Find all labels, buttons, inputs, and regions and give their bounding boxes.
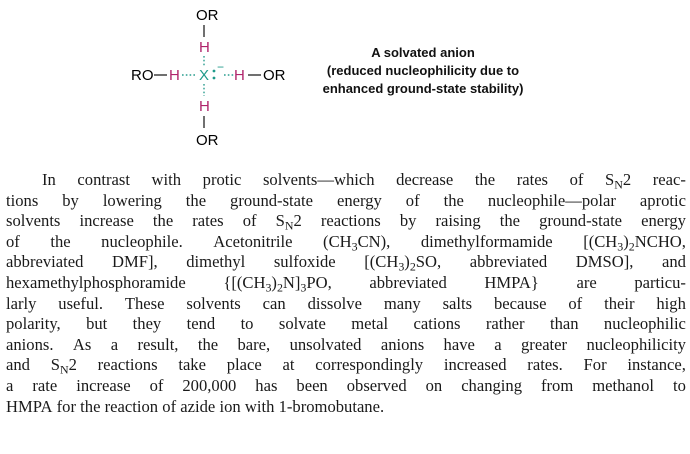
paragraph-word: 200,000 bbox=[182, 375, 237, 395]
paragraph-word: and bbox=[6, 355, 30, 375]
paragraph-word: are bbox=[576, 272, 597, 292]
paragraph-word: with bbox=[151, 170, 182, 189]
paragraph-word: the bbox=[197, 334, 219, 354]
paragraph-word: tions bbox=[6, 190, 39, 210]
right-hydrogen-label: H bbox=[234, 67, 245, 84]
paragraph-line bbox=[6, 376, 686, 397]
paragraph-word: instance, bbox=[627, 355, 686, 375]
paragraph-word: nucleophilic bbox=[603, 314, 686, 334]
paragraph-word: a bbox=[494, 334, 502, 354]
paragraph-word: high bbox=[656, 293, 686, 313]
paragraph-word: by bbox=[62, 190, 79, 210]
paragraph-word: for bbox=[56, 396, 76, 416]
paragraph-word: the bbox=[499, 211, 521, 231]
paragraph-word: rate bbox=[32, 375, 58, 395]
paragraph-word: As bbox=[72, 334, 92, 354]
body-paragraph bbox=[6, 170, 686, 417]
paragraph-word: dimethylformamide bbox=[420, 231, 553, 251]
paragraph-word: from bbox=[541, 375, 574, 395]
paragraph-word: abbreviated bbox=[469, 252, 548, 272]
paragraph-word: changing bbox=[461, 375, 523, 395]
paragraph-word: $S_N2$ bbox=[275, 211, 302, 233]
paragraph-word: HMPA} bbox=[484, 272, 539, 292]
paragraph-word: than bbox=[549, 314, 579, 334]
paragraph-word: Acetonitrile bbox=[213, 231, 293, 251]
paragraph-word: rates bbox=[192, 211, 224, 231]
paragraph-word: useful. bbox=[58, 293, 103, 313]
paragraph-word: solvents bbox=[6, 211, 61, 231]
paragraph-line bbox=[6, 335, 686, 356]
caption-line: (reduced nucleophilicity due to bbox=[326, 63, 520, 78]
paragraph-word: reaction bbox=[104, 396, 159, 416]
paragraph-word: [$(CH_3)_2SO$, bbox=[364, 252, 442, 274]
paragraph-word: to bbox=[672, 375, 686, 395]
paragraph-word: decrease bbox=[396, 170, 454, 189]
paragraph-word: rates bbox=[516, 170, 549, 189]
paragraph-word: $S_N2$ bbox=[50, 355, 77, 377]
paragraph-word: {$[(CH_3)_2N]_3PO$, bbox=[223, 272, 332, 295]
lone-pair-dot bbox=[213, 77, 216, 80]
bottom-hydrogen-label: H bbox=[199, 98, 210, 115]
paragraph-word: anions. bbox=[6, 334, 54, 354]
paragraph-line bbox=[6, 397, 686, 418]
paragraph-line bbox=[6, 252, 686, 273]
paragraph-word: the bbox=[152, 211, 174, 231]
paragraph-word: on bbox=[425, 375, 443, 395]
paragraph-word: increase bbox=[76, 375, 131, 395]
paragraph-line bbox=[6, 232, 686, 253]
paragraph-word: nucleophilicity bbox=[586, 334, 686, 354]
paragraph-word: contrast bbox=[77, 170, 130, 189]
paragraph-line bbox=[6, 191, 686, 212]
paragraph-word: ion bbox=[219, 396, 241, 416]
paragraph-word: at bbox=[282, 355, 295, 375]
paragraph-word: abbreviated bbox=[369, 272, 447, 292]
paragraph-word: dissolve bbox=[307, 293, 362, 313]
paragraph-word: has bbox=[255, 375, 278, 395]
left-ro-label: RO bbox=[131, 67, 154, 84]
paragraph-word: solvents bbox=[186, 293, 241, 313]
left-hydrogen-label: H bbox=[169, 67, 180, 84]
figure-caption bbox=[308, 44, 538, 98]
paragraph-word: because bbox=[493, 293, 547, 313]
paragraph-word: hexamethylphosphoramide bbox=[6, 272, 186, 292]
paragraph-word: by bbox=[399, 211, 417, 231]
paragraph-word: dimethyl bbox=[186, 252, 246, 272]
paragraph-word: 1-bromobutane. bbox=[278, 396, 385, 416]
paragraph-line bbox=[6, 314, 686, 335]
paragraph-word: raising bbox=[435, 211, 481, 231]
paragraph-word: solvents—which bbox=[262, 170, 375, 189]
paragraph-word: many bbox=[383, 293, 421, 313]
paragraph-word: aprotic bbox=[639, 190, 686, 210]
paragraph-word: reactions bbox=[320, 211, 381, 231]
paragraph-word: nucleophile—polar bbox=[487, 190, 616, 210]
paragraph-word: can bbox=[262, 293, 286, 313]
solvated-anion-diagram bbox=[0, 0, 300, 160]
paragraph-word: to bbox=[240, 314, 254, 334]
paragraph-word: the bbox=[50, 231, 71, 251]
paragraph-word: rather bbox=[485, 314, 525, 334]
paragraph-word: but bbox=[86, 314, 108, 334]
paragraph-word: DMF], bbox=[112, 252, 158, 272]
paragraph-word: ground-state bbox=[539, 211, 623, 231]
paragraph-word: particu- bbox=[634, 272, 686, 292]
paragraph-word: larly bbox=[6, 293, 37, 313]
paragraph-word: azide bbox=[180, 396, 216, 416]
paragraph-word: metal bbox=[351, 314, 389, 334]
solvated-anion-figure bbox=[0, 0, 690, 160]
paragraph-word: HMPA bbox=[6, 396, 53, 416]
paragraph-word: rates. bbox=[527, 355, 563, 375]
paragraph-word: $S_N2$ bbox=[605, 170, 632, 192]
paragraph-word: cations bbox=[413, 314, 461, 334]
paragraph-word: In bbox=[42, 170, 56, 189]
paragraph-word: sulfoxide bbox=[273, 252, 336, 272]
paragraph-word: These bbox=[124, 293, 165, 313]
paragraph-word: observed bbox=[346, 375, 407, 395]
paragraph-line bbox=[6, 170, 686, 191]
paragraph-word: solvate bbox=[278, 314, 326, 334]
paragraph-word: been bbox=[296, 375, 328, 395]
paragraph-word: take bbox=[178, 355, 206, 375]
paragraph-word: energy bbox=[336, 190, 382, 210]
paragraph-word: and bbox=[661, 252, 686, 272]
negative-charge-label: − bbox=[217, 60, 225, 74]
paragraph-word: protic bbox=[202, 170, 242, 189]
paragraph-word: with bbox=[244, 396, 275, 416]
paragraph-line bbox=[6, 273, 686, 294]
paragraph-word: have bbox=[443, 334, 475, 354]
top-or-label: OR bbox=[196, 7, 219, 24]
paragraph-word: of bbox=[569, 170, 584, 189]
paragraph-word: energy bbox=[641, 211, 686, 231]
paragraph-word: of bbox=[405, 190, 420, 210]
paragraph-word: unsolvated bbox=[289, 334, 362, 354]
paragraph-word: abbreviated bbox=[6, 252, 84, 272]
paragraph-word: increased bbox=[443, 355, 507, 375]
paragraph-word: they bbox=[132, 314, 162, 334]
lone-pair-dot bbox=[213, 70, 216, 73]
paragraph-word: reac- bbox=[652, 170, 686, 189]
right-or-label: OR bbox=[263, 67, 286, 84]
paragraph-word: of bbox=[242, 211, 257, 231]
paragraph-word: lowering bbox=[102, 190, 162, 210]
paragraph-word: a bbox=[6, 375, 14, 395]
paragraph-line bbox=[6, 355, 686, 376]
paragraph-word: of bbox=[6, 231, 20, 251]
paragraph-word: methanol bbox=[592, 375, 654, 395]
paragraph-word: a bbox=[110, 334, 119, 354]
paragraph-word: of bbox=[149, 375, 164, 395]
caption-line: A solvated anion bbox=[371, 45, 475, 60]
paragraph-word: their bbox=[604, 293, 635, 313]
paragraph-word: bare, bbox=[237, 334, 271, 354]
paragraph-word: [$(CH_3)_2NCHO$, bbox=[583, 231, 686, 254]
paragraph-word: of bbox=[162, 396, 177, 416]
paragraph-word: the bbox=[80, 396, 101, 416]
paragraph-word: DMSO], bbox=[575, 252, 634, 272]
paragraph-word: the bbox=[443, 190, 464, 210]
paragraph-word: tend bbox=[186, 314, 216, 334]
paragraph-word: reactions bbox=[97, 355, 158, 375]
paragraph-word: of bbox=[568, 293, 583, 313]
bottom-or-label: OR bbox=[196, 132, 219, 149]
paragraph-word: ground-state bbox=[230, 190, 313, 210]
paragraph-word: place bbox=[226, 355, 262, 375]
caption-line: enhanced ground-state stability) bbox=[322, 81, 524, 96]
paragraph-word: result, bbox=[137, 334, 179, 354]
paragraph-word: increase bbox=[79, 211, 134, 231]
paragraph-word: correspondingly bbox=[315, 355, 424, 375]
paragraph-word: the bbox=[474, 170, 496, 189]
anion-x-label: X bbox=[199, 67, 210, 84]
paragraph-word: For bbox=[583, 355, 607, 375]
paragraph-word: salts bbox=[442, 293, 473, 313]
top-hydrogen-label: H bbox=[199, 39, 210, 56]
paragraph-line bbox=[6, 211, 686, 232]
paragraph-word: anions bbox=[380, 334, 425, 354]
paragraph-word: the bbox=[185, 190, 207, 210]
paragraph-word: polarity, bbox=[6, 314, 61, 334]
paragraph-word: $(CH_3CN)$, bbox=[323, 231, 391, 254]
paragraph-word: nucleophile. bbox=[101, 231, 183, 251]
paragraph-word: greater bbox=[521, 334, 568, 354]
paragraph-line bbox=[6, 294, 686, 315]
